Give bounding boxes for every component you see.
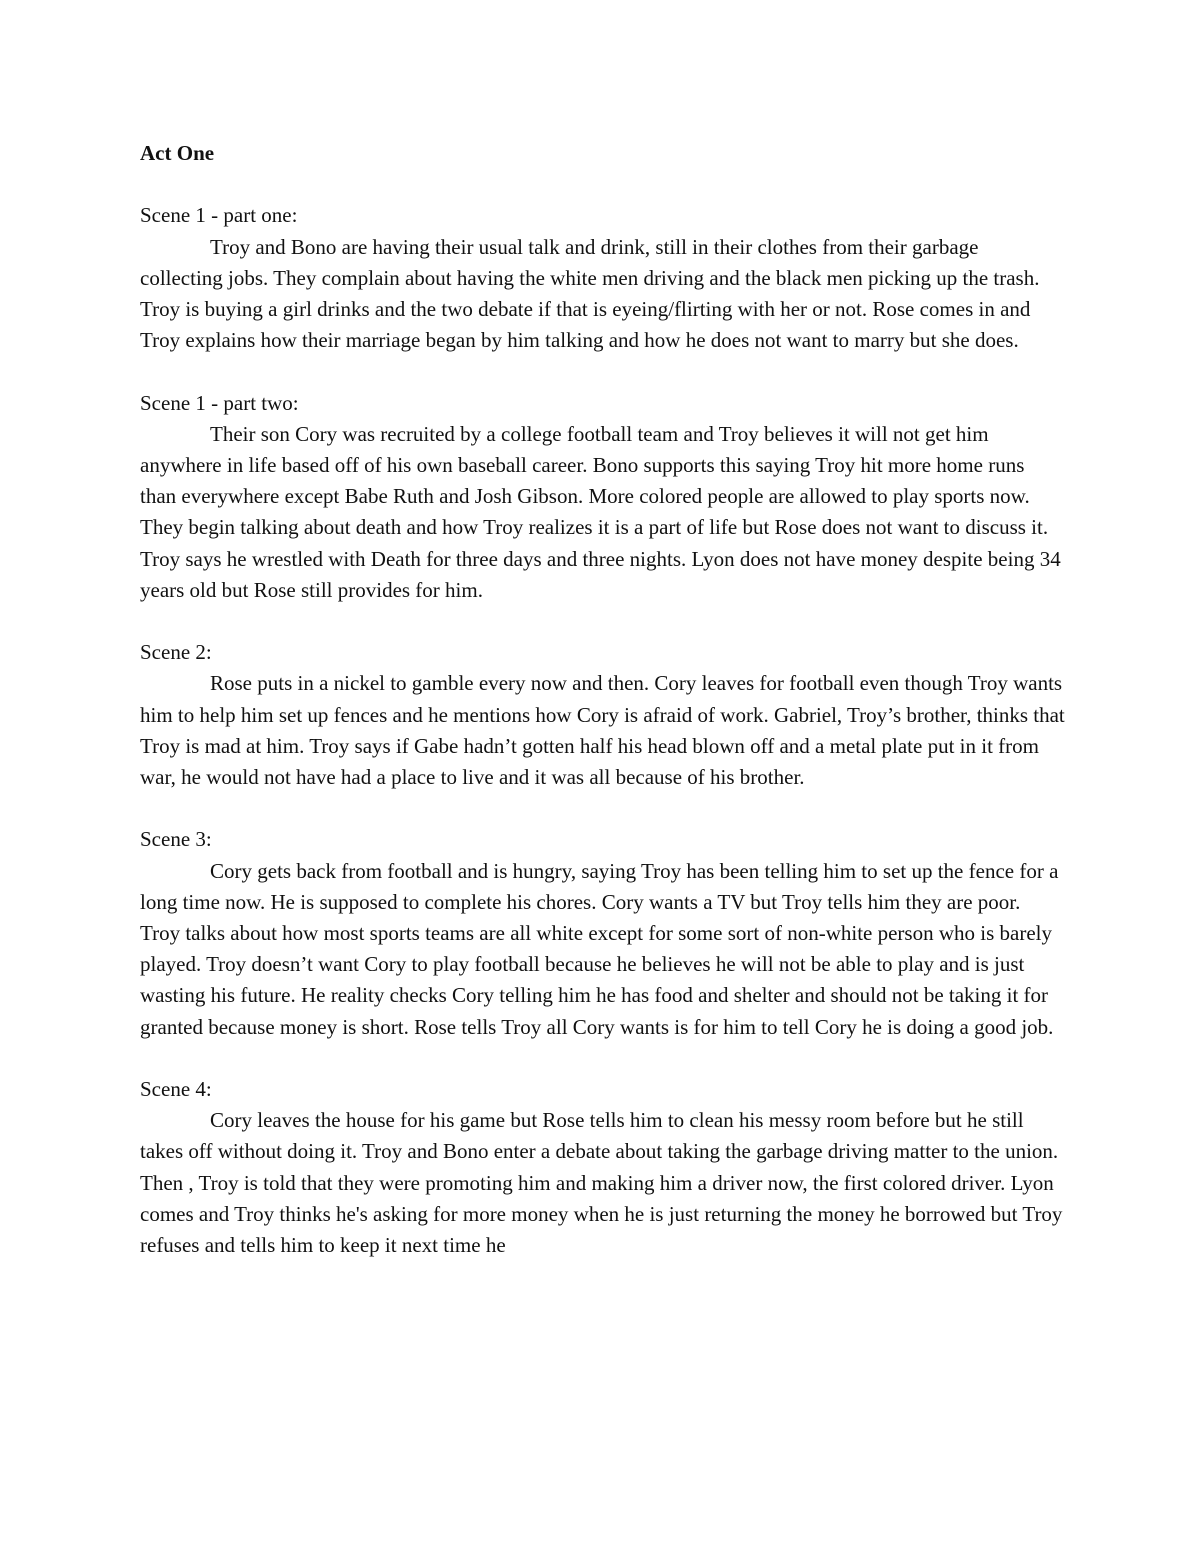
section-body: Cory leaves the house for his game but Rose tells him to clean his messy room before but he still takes off without doing it. Troy and Bono enter a debate about taking the garbage driving matter to the union. Then , Troy is told that they were promoting him and making him a driver now, the first colored driver. Lyon comes and Troy thinks he's asking for more money when he is just returning the money he borrowed but Troy refuses and tells him to keep it next time he bbox=[140, 1108, 1063, 1258]
section-body: Their son Cory was recruited by a college football team and Troy believes it will not get him anywhere in life based off of his own baseball career. Bono supports this saying Troy hit more home runs than everywhere except Babe Ruth and Josh Gibson. More colored people are allowed to play sports now. They begin talking about death and how Troy realizes it is a part of life but Rose does not want to discuss it. Troy says he wrestled with Death for three days and three nights. Lyon does not have money despite being 34 years old but Rose still provides for him. bbox=[140, 421, 1061, 602]
section-heading: Scene 3: bbox=[140, 827, 212, 852]
section-scene-2 bbox=[140, 637, 1065, 793]
section-heading: Scene 4: bbox=[140, 1077, 212, 1102]
section-scene-1-part-two bbox=[140, 388, 1065, 606]
document-page bbox=[140, 138, 1065, 1292]
section-heading: Scene 1 - part two: bbox=[140, 390, 299, 415]
section-scene-1-part-one bbox=[140, 200, 1065, 356]
section-scene-4 bbox=[140, 1074, 1065, 1261]
section-scene-3 bbox=[140, 824, 1065, 1042]
section-heading: Scene 1 - part one: bbox=[140, 203, 298, 228]
section-heading: Scene 2: bbox=[140, 640, 212, 665]
document-title: Act One bbox=[140, 141, 215, 165]
section-body: Troy and Bono are having their usual talk and drink, still in their clothes from their garbage collecting jobs. They complain about having the white men driving and the black men picking up the trash. Troy is buying a girl drinks and the two debate if that is eyeing/flirting with her or not. Rose comes in and Troy explains how their marriage began by him talking and how he does not want to marry but she does. bbox=[140, 234, 1040, 353]
section-body: Cory gets back from football and is hungry, saying Troy has been telling him to set up the fence for a long time now. He is supposed to complete his chores. Cory wants a TV but Troy tells him they are poor. Troy talks about how most sports teams are all white except for some sort of non-white person who is barely played. Troy doesn’t want Cory to play football because he believes he will not be able to play and is just wasting his future. He reality checks Cory telling him he has food and shelter and should not be taking it for granted because money is short. Rose tells Troy all Cory wants is for him to tell Cory he is doing a good job. bbox=[140, 858, 1059, 1039]
section-body: Rose puts in a nickel to gamble every now and then. Cory leaves for football even though Troy wants him to help him set up fences and he mentions how Cory is afraid of work. Gabriel, Troy’s brother, thinks that Troy is mad at him. Troy says if Gabe hadn’t gotten half his head blown off and a metal plate put in it from war, he would not have had a place to live and it was all because of his brother. bbox=[140, 671, 1065, 790]
